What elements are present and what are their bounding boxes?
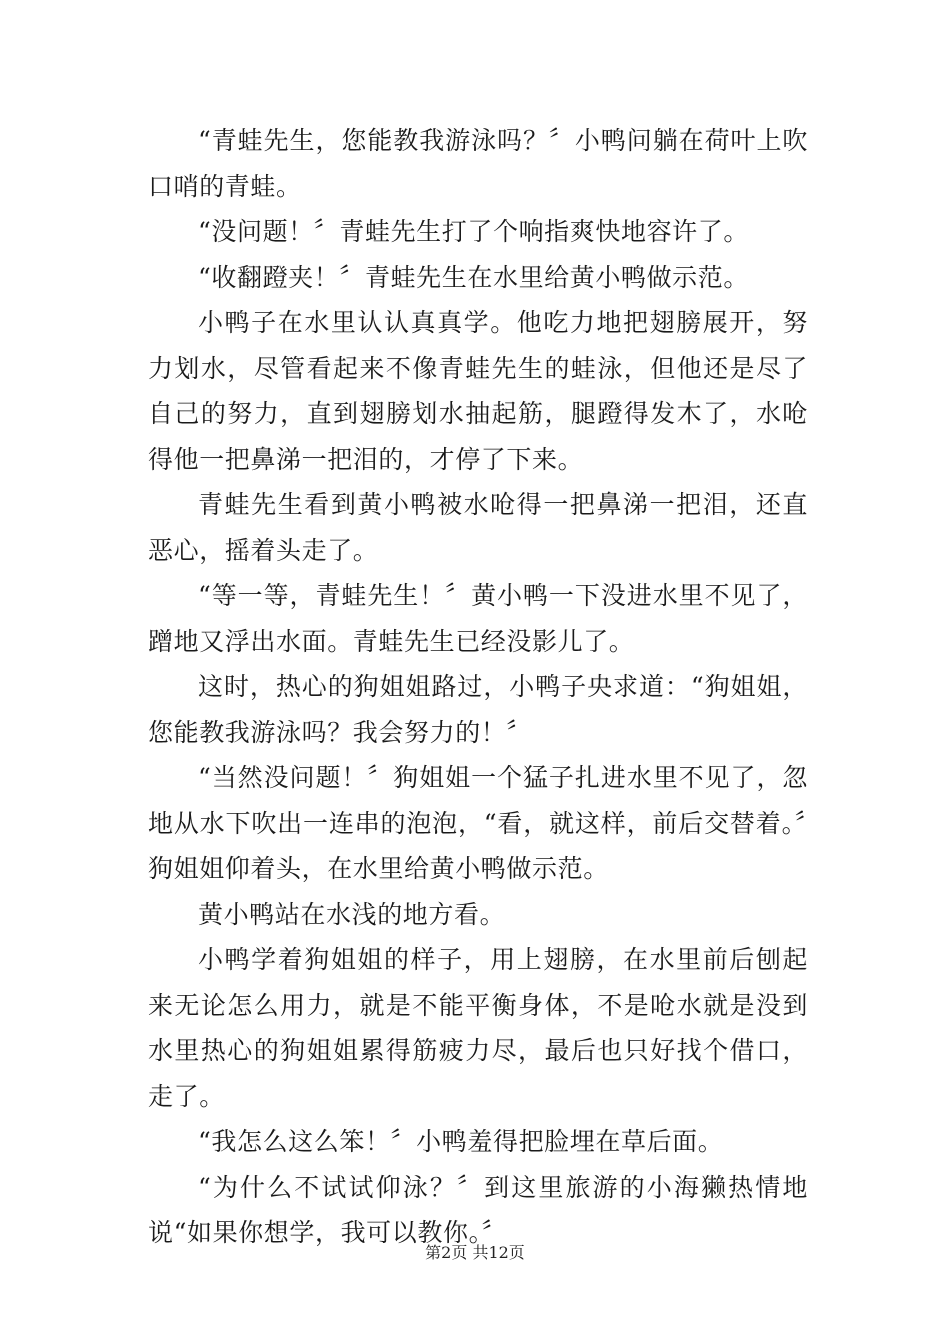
paragraph: 青蛙先生看到黄小鸭被水呛得一把鼻涕一把泪，还直恶心，摇着头走了。: [148, 490, 808, 565]
paragraph: “我怎么这么笨！〞小鸭羞得把脸埋在草后面。: [198, 1127, 724, 1156]
paragraph: “当然没问题！〞狗姐姐一个猛子扎进水里不见了，忽地从水下吹出一连串的泡泡，“看，就这样，前后交替着。〞狗姐姐仰着头，在水里给黄小鸭做示范。: [148, 763, 808, 883]
paragraph: 小鸭子在水里认认真真学。他吃力地把翅膀展开，努力划水，尽管看起来不像青蛙先生的蛙泳，但他还是尽了自己的努力，直到翅膀划水抽起筋，腿蹬得发木了，水呛得他一把鼻涕一把泪的，才停了下来。: [148, 308, 808, 474]
paragraph: 小鸭学着狗姐姐的样子，用上翅膀，在水里前后刨起来无论怎么用力，就是不能平衡身体，不是呛水就是没到水里热心的狗姐姐累得筋疲力尽，最后也只好找个借口，走了。: [148, 945, 808, 1111]
paragraph: 这时，热心的狗姐姐路过，小鸭子央求道：“狗姐姐，您能教我游泳吗？我会努力的！〞: [148, 672, 808, 747]
paragraph: 黄小鸭站在水浅的地方看。: [198, 899, 506, 929]
paragraph: “等一等，青蛙先生！〞黄小鸭一下没进水里不见了，蹭地又浮出水面。青蛙先生已经没影儿了。: [148, 581, 808, 656]
paragraph: “为什么不试试仰泳？〞到这里旅游的小海獭热情地说“如果你想学，我可以教你。〞: [148, 1172, 808, 1247]
paragraph: “青蛙先生，您能教我游泳吗？〞小鸭问躺在荷叶上吹口哨的青蛙。: [148, 126, 808, 201]
paragraph: “没问题！〞青蛙先生打了个响指爽快地容许了。: [198, 217, 749, 246]
page-number-footer: 第2页 共12页: [425, 1243, 525, 1262]
body-text: [148, 118, 808, 1256]
paragraph: “收翻蹬夹！〞青蛙先生在水里给黄小鸭做示范。: [198, 262, 749, 292]
